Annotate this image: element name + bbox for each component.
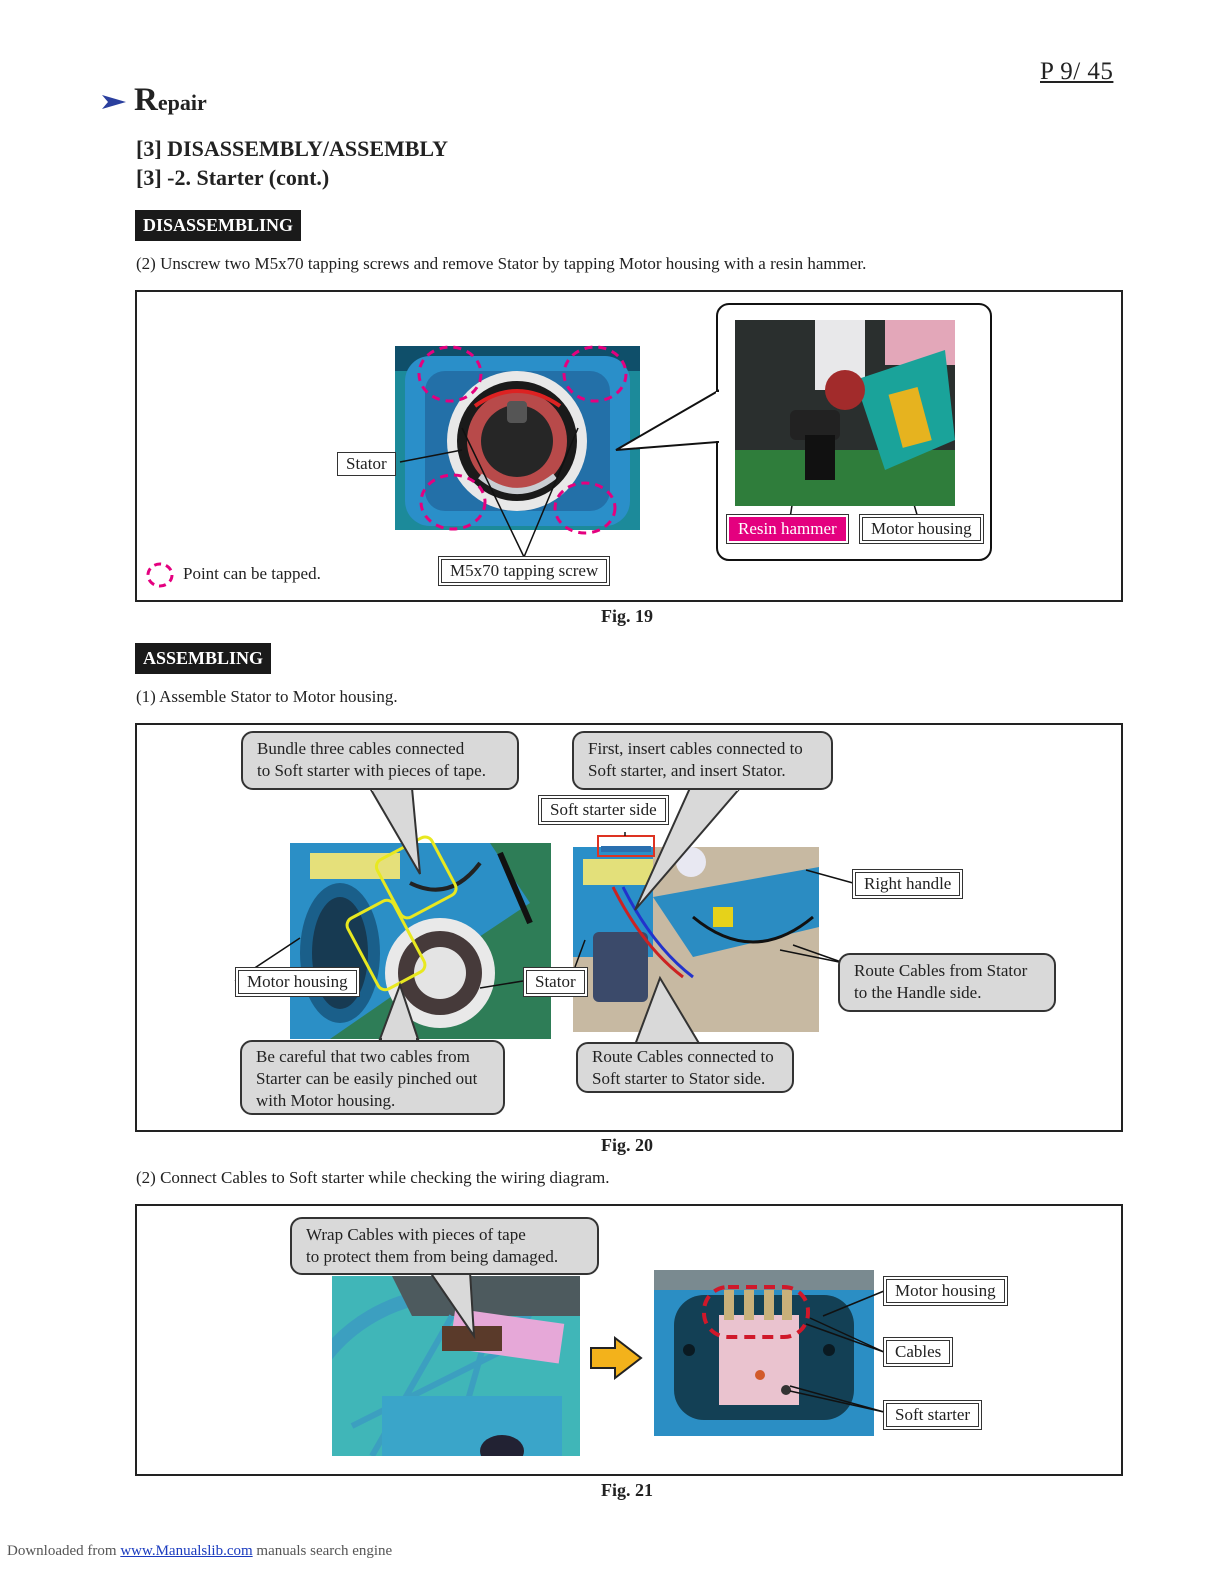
callout-route-soft-line-1: Route Cables connected to bbox=[592, 1047, 774, 1066]
callout-bundle-line-2: to Soft starter with pieces of tape. bbox=[257, 761, 486, 780]
heading-disassembly-assembly: [3] DISASSEMBLY/ASSEMBLY bbox=[136, 136, 448, 161]
callout-insert-cables bbox=[572, 731, 833, 790]
assembling-step-2: (2) Connect Cables to Soft starter while checking the wiring diagram. bbox=[136, 1168, 610, 1187]
footer-prefix: Downloaded from bbox=[7, 1543, 121, 1559]
motor-housing-tag-fig20: Motor housing bbox=[238, 970, 357, 994]
disassembling-step: (2) Unscrew two M5x70 tapping screws and remove Stator by tapping Motor housing with a resin hammer. bbox=[136, 254, 867, 273]
footer bbox=[7, 1543, 392, 1560]
cables-tag: Cables bbox=[886, 1340, 950, 1364]
page-number: P 9/ 45 bbox=[1040, 58, 1114, 85]
callout-wrap-cables bbox=[290, 1217, 599, 1275]
assembling-label: ASSEMBLING bbox=[135, 643, 271, 674]
tap-point-legend-icon bbox=[145, 561, 175, 589]
section-title-rest: epair bbox=[157, 90, 207, 115]
motor-housing-tag-fig21: Motor housing bbox=[886, 1279, 1005, 1303]
assembling-step-1: (1) Assemble Stator to Motor housing. bbox=[136, 687, 398, 706]
callout-insert-line-2: Soft starter, and insert Stator. bbox=[588, 761, 786, 780]
resin-hammer-tag: Resin hammer bbox=[729, 517, 846, 541]
fig21-leader-lines bbox=[0, 1200, 1224, 1480]
fig19-caption: Fig. 19 bbox=[601, 606, 653, 626]
fig20-caption: Fig. 20 bbox=[601, 1135, 653, 1155]
callout-route-stator-line-2: to the Handle side. bbox=[854, 983, 982, 1002]
screw-tag: M5x70 tapping screw bbox=[441, 559, 607, 583]
manualslib-link[interactable]: www.Manualslib.com bbox=[120, 1543, 253, 1559]
callout-bundle-line-1: Bundle three cables connected bbox=[257, 739, 465, 758]
tap-point-legend: Point can be tapped. bbox=[183, 564, 321, 583]
soft-starter-tag: Soft starter bbox=[886, 1403, 979, 1427]
fig21-caption: Fig. 21 bbox=[601, 1480, 653, 1500]
callout-insert-line-1: First, insert cables connected to bbox=[588, 739, 803, 758]
callout-route-soft-starter-cables bbox=[576, 1042, 794, 1093]
heading-starter: [3] -2. Starter (cont.) bbox=[136, 165, 330, 190]
callout-wrap-line-1: Wrap Cables with pieces of tape bbox=[306, 1225, 526, 1244]
fig19-leader-lines bbox=[0, 0, 1224, 620]
soft-starter-side-tag: Soft starter side bbox=[541, 798, 666, 822]
stator-tag: Stator bbox=[337, 452, 396, 476]
callout-route-stator-line-1: Route Cables from Stator bbox=[854, 961, 1028, 980]
stator-tag-fig20: Stator bbox=[526, 970, 585, 994]
section-title-cap: R bbox=[134, 82, 158, 118]
callout-careful-pinch bbox=[240, 1040, 505, 1115]
right-handle-tag: Right handle bbox=[855, 872, 960, 896]
callout-route-soft-line-2: Soft starter to Stator side. bbox=[592, 1069, 766, 1088]
motor-housing-tag: Motor housing bbox=[862, 517, 981, 541]
callout-careful-line-1: Be careful that two cables from bbox=[256, 1047, 470, 1066]
callout-careful-line-3: with Motor housing. bbox=[256, 1091, 396, 1110]
callout-wrap-line-2: to protect them from being damaged. bbox=[306, 1247, 559, 1266]
callout-bundle-cables bbox=[241, 731, 519, 790]
resin-hammer-photo bbox=[735, 320, 955, 506]
footer-suffix: manuals search engine bbox=[252, 1543, 393, 1559]
callout-careful-line-2: Starter can be easily pinched out bbox=[256, 1069, 478, 1088]
disassembling-label: DISASSEMBLING bbox=[135, 210, 301, 241]
callout-route-stator-cables bbox=[838, 953, 1056, 1012]
